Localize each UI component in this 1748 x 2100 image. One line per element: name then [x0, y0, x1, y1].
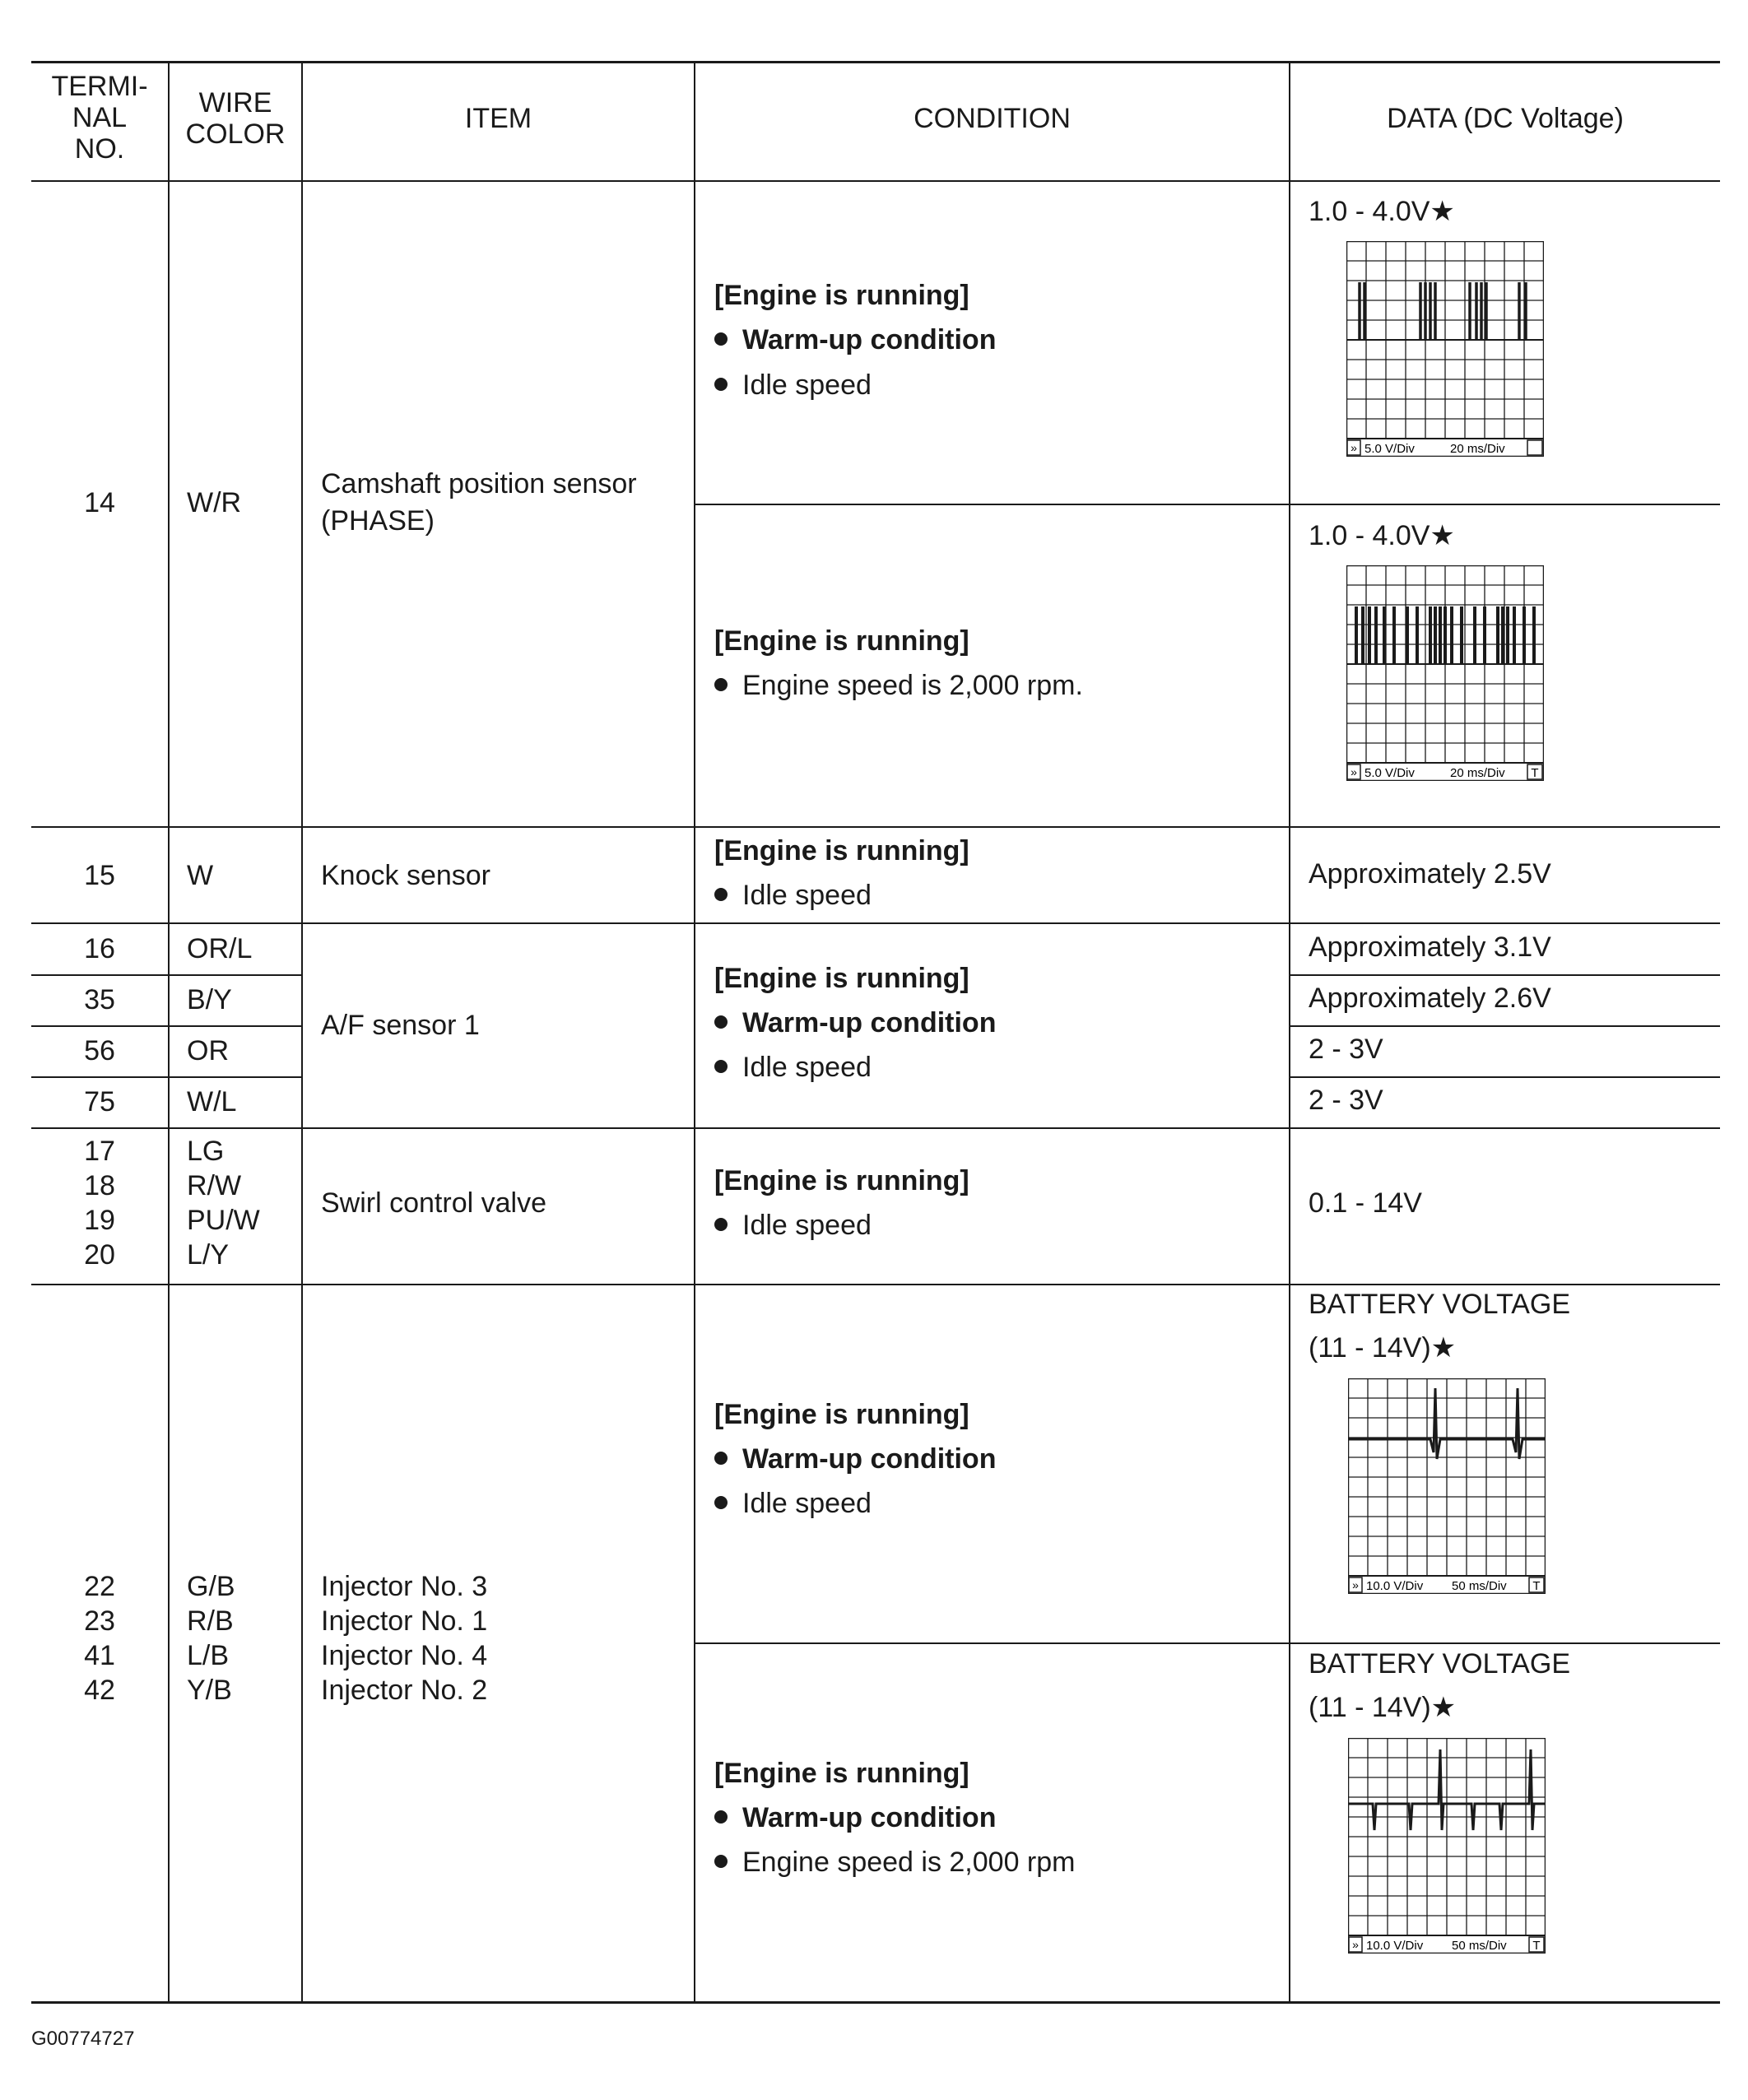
rule [694, 504, 1720, 505]
condition-text: Warm-up condition [742, 1802, 997, 1833]
condition-bullet [714, 1845, 1075, 1879]
wire-color: L/B [187, 1640, 230, 1671]
rule-header [31, 180, 1720, 182]
bullet-icon [714, 378, 728, 391]
oscilloscope-waveform [1348, 1738, 1546, 1954]
data-text: (11 - 14V) [1309, 1692, 1431, 1723]
rule [31, 1127, 1720, 1129]
rule [31, 1076, 301, 1078]
terminal-no: 56 [84, 1035, 115, 1066]
terminal-no: 23 [84, 1605, 115, 1637]
wire-color: R/W [187, 1170, 242, 1201]
col-divider [168, 61, 170, 2003]
header-item: ITEM [464, 103, 532, 134]
condition-text: Warm-up condition [742, 1443, 997, 1475]
condition-text: Idle speed [742, 1052, 872, 1083]
terminal-no: 19 [84, 1205, 115, 1236]
header-terminal-line: NO. [74, 133, 125, 165]
bullet-icon [714, 1452, 728, 1465]
rule [1289, 974, 1720, 976]
data-value: 0.1 - 14V [1309, 1187, 1422, 1219]
data-value: 2 - 3V [1309, 1034, 1383, 1065]
wire-color: G/B [187, 1571, 235, 1602]
terminal-no: 41 [84, 1640, 115, 1671]
condition-text: Engine speed is 2,000 rpm [742, 1847, 1076, 1878]
condition-title: [Engine is running] [714, 963, 969, 994]
terminal-no: 16 [84, 933, 115, 964]
data-value: BATTERY VOLTAGE [1309, 1289, 1571, 1320]
scope-time: 50 ms/Div [1452, 1939, 1507, 1953]
scope-trigger-mark: T [1531, 766, 1539, 780]
oscilloscope-waveform [1346, 565, 1544, 781]
star-icon: ★ [1430, 520, 1455, 551]
terminal-no: 20 [84, 1239, 115, 1271]
wire-color: W [187, 860, 214, 891]
scope-trigger-mark: T [1532, 1579, 1541, 1593]
oscilloscope-waveform [1346, 241, 1544, 457]
oscilloscope-waveform [1348, 1378, 1546, 1594]
scope-trigger-mark: T [1532, 1939, 1541, 1953]
condition-bullet [714, 1050, 872, 1085]
item-line: (PHASE) [321, 505, 435, 537]
header-terminal-line: NAL [72, 102, 128, 133]
wire-color: LG [187, 1136, 225, 1167]
data-value: Approximately 2.6V [1309, 983, 1551, 1014]
header-terminal-line: TERMI- [51, 71, 148, 102]
data-value [1309, 194, 1455, 229]
condition-title: [Engine is running] [714, 625, 969, 657]
condition-bullet [714, 368, 872, 402]
scope-arrow-icon: » [1351, 441, 1357, 454]
condition-text: Idle speed [742, 880, 872, 911]
rule [31, 1284, 1720, 1285]
data-text: 1.0 - 4.0V [1309, 520, 1430, 551]
terminal-no: 35 [84, 984, 115, 1015]
header-terminal [31, 71, 168, 165]
wire-color: W/L [187, 1086, 237, 1117]
rule [1289, 1025, 1720, 1027]
wire-color: L/Y [187, 1239, 230, 1271]
terminal-no: 15 [84, 860, 115, 891]
scope-volts: 5.0 V/Div [1364, 766, 1415, 780]
scope-arrow-icon: » [1352, 1938, 1359, 1951]
bullet-icon [714, 1855, 728, 1868]
data-value [1309, 518, 1455, 553]
header-wire-line: WIRE [198, 87, 272, 118]
condition-bullet [714, 1208, 872, 1243]
col-divider [301, 61, 303, 2003]
wire-color: OR/L [187, 933, 253, 964]
figure-id: G00774727 [31, 2028, 135, 2050]
item-line: Injector No. 2 [321, 1675, 488, 1706]
condition-text: Idle speed [742, 1210, 872, 1241]
scope-volts: 10.0 V/Div [1366, 1579, 1424, 1593]
bullet-icon [714, 678, 728, 691]
bullet-icon [714, 1810, 728, 1824]
rule [31, 922, 1720, 924]
condition-text: Warm-up condition [742, 1007, 997, 1038]
condition-bullet [714, 1800, 996, 1835]
star-icon: ★ [1430, 1692, 1457, 1723]
wire-color: Y/B [187, 1675, 232, 1706]
col-divider [694, 61, 695, 2003]
col-divider [1289, 61, 1290, 2003]
condition-title: [Engine is running] [714, 280, 969, 311]
item-line: Injector No. 4 [321, 1640, 488, 1671]
star-icon: ★ [1430, 196, 1455, 227]
header-wire-line: COLOR [185, 118, 286, 150]
item-line: Camshaft position sensor [321, 468, 637, 499]
data-value [1309, 1690, 1456, 1725]
terminal-no: 18 [84, 1170, 115, 1201]
rule-bottom [31, 2001, 1720, 2004]
header-wire [170, 87, 301, 150]
terminal-no: 14 [84, 487, 115, 518]
bullet-icon [714, 1496, 728, 1509]
rule [31, 974, 301, 976]
condition-title: [Engine is running] [714, 835, 969, 866]
scope-volts: 5.0 V/Div [1364, 442, 1415, 456]
item-line: Injector No. 1 [321, 1605, 488, 1637]
rule [31, 826, 1720, 828]
data-value: 2 - 3V [1309, 1085, 1383, 1116]
condition-bullet [714, 1442, 996, 1476]
data-value [1309, 1331, 1456, 1365]
bullet-icon [714, 1060, 728, 1073]
header-data: DATA (DC Voltage) [1387, 103, 1624, 134]
condition-title: [Engine is running] [714, 1399, 969, 1430]
header-condition: CONDITION [914, 103, 1071, 134]
item-line: Injector No. 3 [321, 1571, 488, 1602]
terminal-no: 17 [84, 1136, 115, 1167]
data-value: Approximately 3.1V [1309, 932, 1551, 963]
scope-volts: 10.0 V/Div [1366, 1939, 1424, 1953]
bullet-icon [714, 332, 728, 346]
terminal-no: 22 [84, 1571, 115, 1602]
condition-title: [Engine is running] [714, 1758, 969, 1789]
terminal-no: 42 [84, 1675, 115, 1706]
wire-color: W/R [187, 487, 242, 518]
terminal-no: 75 [84, 1086, 115, 1117]
scope-time: 20 ms/Div [1450, 442, 1505, 456]
rule-top [31, 61, 1720, 63]
condition-text: Warm-up condition [742, 324, 997, 355]
condition-text: Idle speed [742, 369, 872, 401]
scope-arrow-icon: » [1352, 1578, 1359, 1591]
item-line: Knock sensor [321, 860, 490, 891]
data-value: BATTERY VOLTAGE [1309, 1648, 1571, 1680]
rule [1289, 1076, 1720, 1078]
wire-color: B/Y [187, 984, 232, 1015]
item-line: Swirl control valve [321, 1187, 546, 1219]
data-text: 1.0 - 4.0V [1309, 196, 1430, 227]
condition-title: [Engine is running] [714, 1165, 969, 1196]
wire-color: PU/W [187, 1205, 260, 1236]
wire-color: R/B [187, 1605, 234, 1637]
rule [694, 1642, 1720, 1644]
bullet-icon [714, 1015, 728, 1029]
scope-time: 50 ms/Div [1452, 1579, 1507, 1593]
data-text: (11 - 14V) [1309, 1332, 1431, 1364]
condition-bullet [714, 1486, 872, 1521]
data-value: Approximately 2.5V [1309, 858, 1551, 890]
star-icon: ★ [1430, 1332, 1457, 1364]
bullet-icon [714, 1218, 728, 1231]
bullet-icon [714, 888, 728, 901]
scope-arrow-icon: » [1351, 765, 1357, 778]
wire-color: OR [187, 1035, 229, 1066]
scope-time: 20 ms/Div [1450, 766, 1505, 780]
condition-bullet [714, 878, 872, 913]
item-line: A/F sensor 1 [321, 1010, 480, 1041]
condition-text: Idle speed [742, 1488, 872, 1519]
rule [31, 1025, 301, 1027]
condition-bullet [714, 668, 1083, 703]
condition-text: Engine speed is 2,000 rpm. [742, 670, 1083, 701]
condition-bullet [714, 323, 996, 357]
condition-bullet [714, 1006, 996, 1040]
